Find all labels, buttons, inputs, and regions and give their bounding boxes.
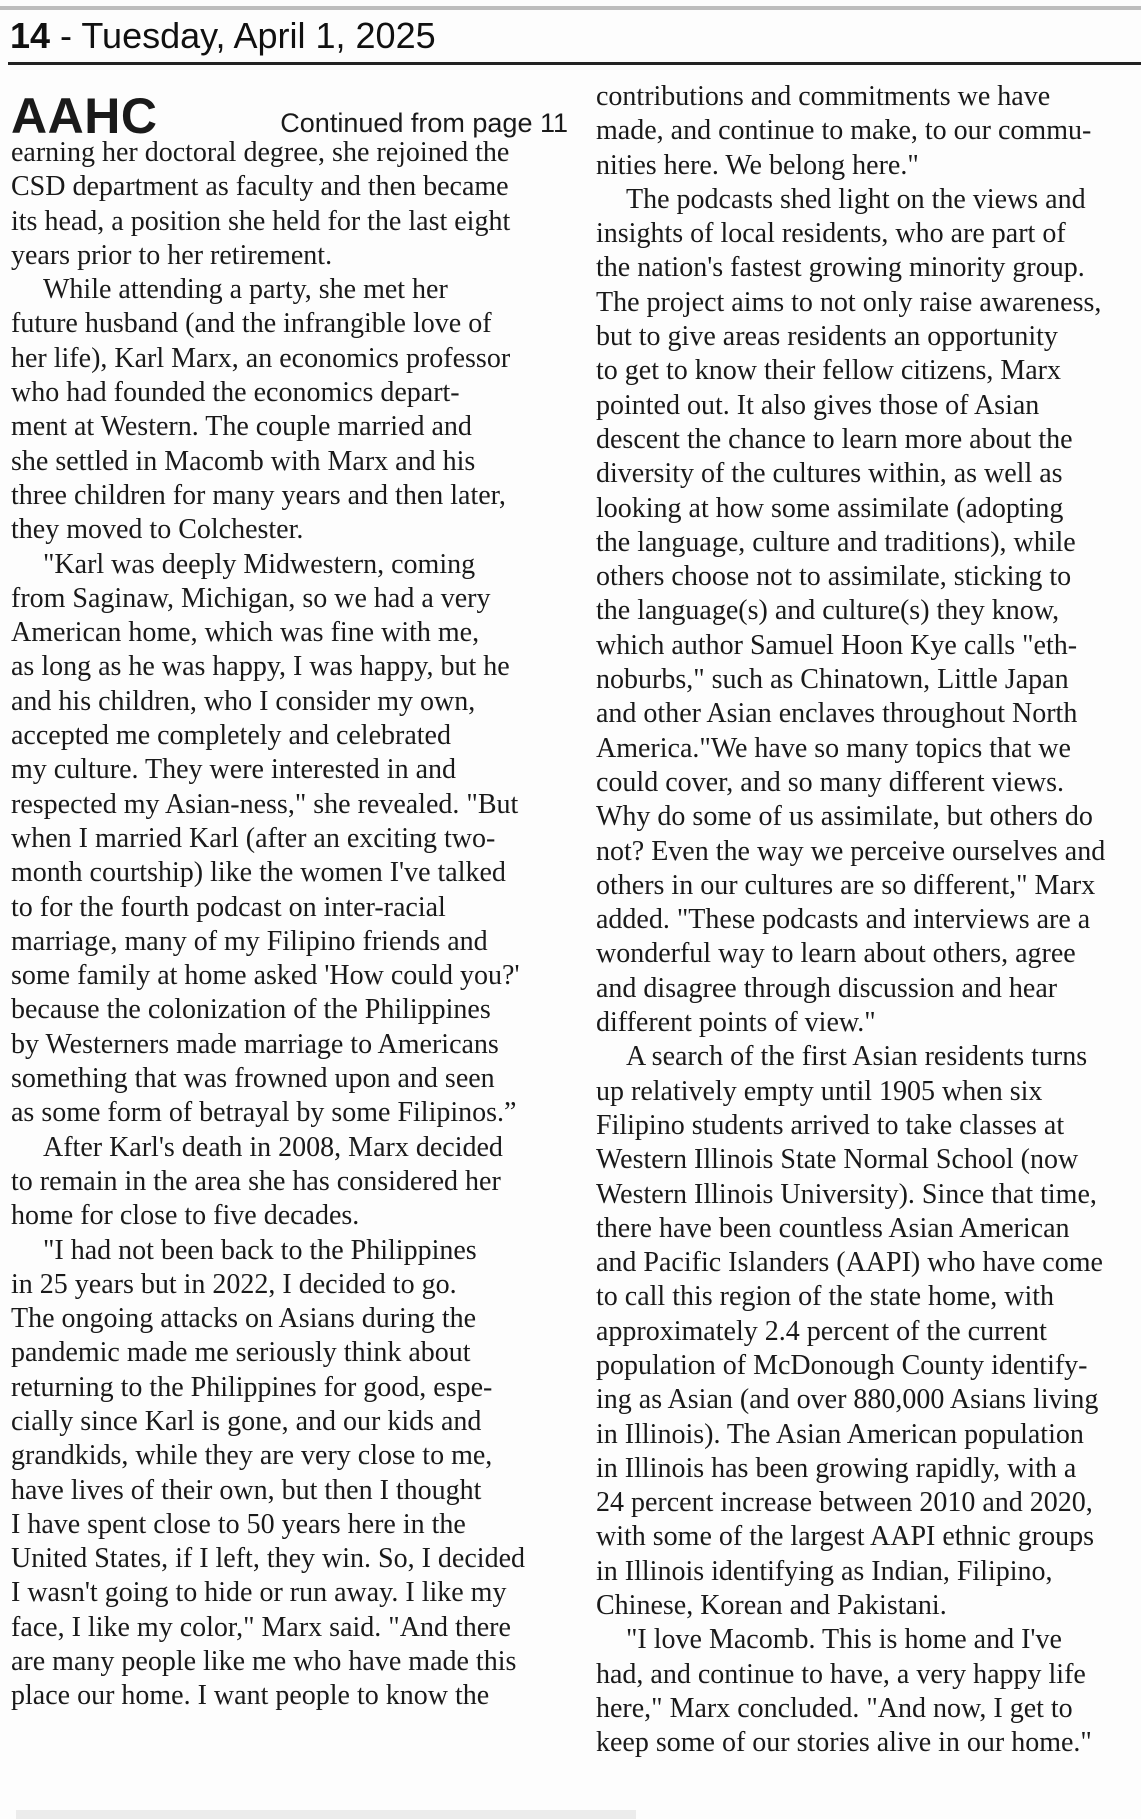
article-text-line: some family at home asked 'How could you?' (11, 960, 520, 992)
article-text-line: The project aims to not only raise awareness, (596, 286, 1102, 318)
article-text-line: because the colonization of the Philippines (11, 994, 491, 1026)
article-text-line: America."We have so many topics that we (596, 732, 1071, 764)
article-text-line: have lives of their own, but then I thought (11, 1474, 482, 1506)
article-text-line: the language(s) and culture(s) they know, (596, 595, 1060, 627)
article-text-line: Western Illinois University). Since that time, (596, 1178, 1097, 1210)
article-text-line: The podcasts shed light on the views and (626, 183, 1086, 215)
article-text-line: diversity of the cultures within, as well as (596, 458, 1063, 490)
article-text-line: I have spent close to 50 years here in the (11, 1508, 466, 1540)
article-text-line: three children for many years and then later, (11, 479, 506, 511)
article-text-line: not? Even the way we perceive ourselves and (596, 835, 1106, 867)
article-text-line: could cover, and so many different views. (596, 766, 1065, 798)
article-text-line: "I had not been back to the Philippines (43, 1234, 477, 1266)
article-text-line: the nation's fastest growing minority group. (596, 252, 1085, 284)
article-text-line: with some of the largest AAPI ethnic groups (596, 1521, 1094, 1553)
article-text-line: as long as he was happy, I was happy, but he (11, 651, 510, 683)
article-text-line: her life), Karl Marx, an economics professor (11, 342, 511, 374)
article-text-line: its head, a position she held for the last eight (11, 205, 511, 237)
article-text-line: month courtship) like the women I've talked (11, 857, 506, 889)
article-text-line: contributions and commitments we have (596, 81, 1051, 112)
article-text-line: and Pacific Islanders (AAPI) who have come (596, 1247, 1103, 1279)
left-column (11, 68, 572, 1714)
article-text-line: American home, which was fine with me, (11, 617, 480, 649)
top-rule (0, 6, 1141, 10)
article-text-line: place our home. I want people to know the (11, 1680, 490, 1712)
article-text-line: something that was frowned upon and seen (11, 1063, 495, 1095)
article-text-line: The ongoing attacks on Asians during the (11, 1303, 477, 1335)
left-column-body (11, 136, 572, 1714)
article-text-line: made, and continue to make, to our commu- (596, 115, 1092, 147)
article-text-line: earning her doctoral degree, she rejoined the (11, 137, 510, 168)
article-text-line: and his children, who I consider my own, (11, 685, 476, 717)
article-text-line: "Karl was deeply Midwestern, coming (43, 548, 476, 580)
article-text-line: nities here. We belong here." (596, 149, 919, 181)
article-text-line: pandemic made me seriously think about (11, 1337, 471, 1369)
article-text-line: United States, if I left, they win. So, I decided (11, 1543, 525, 1575)
article-text-line: in 25 years but in 2022, I decided to go. (11, 1268, 457, 1300)
article-text-line: returning to the Philippines for good, espe- (11, 1371, 493, 1403)
article-text-line: she settled in Macomb with Marx and his (11, 445, 476, 477)
article-text-line: to remain in the area she has considered her (11, 1165, 501, 1197)
article-text-line: they moved to Colchester. (11, 514, 304, 546)
article-text-line: ment at Western. The couple married and (11, 411, 472, 443)
article-text-line: marriage, many of my Filipino friends and (11, 925, 488, 957)
article-text-line: wonderful way to learn about others, agree (596, 938, 1076, 970)
article-kicker-row (11, 68, 572, 144)
article-text-line: in Illinois identifying as Indian, Filipino, (596, 1555, 1053, 1587)
article-text-line: noburbs," such as Chinatown, Little Japan (596, 664, 1069, 696)
article-text-line: different points of view." (596, 1007, 876, 1039)
article-text-line: my culture. They were interested in and (11, 754, 456, 786)
article-text-line: to get to know their fellow citizens, Marx (596, 355, 1061, 387)
article-text-line: which author Samuel Hoon Kye calls "eth- (596, 629, 1078, 661)
article-text-line: After Karl's death in 2008, Marx decided (43, 1131, 503, 1163)
article-text-line: years prior to her retirement. (11, 239, 333, 271)
article-text-line: Filipino students arrived to take classes at (596, 1109, 1065, 1141)
article-text-line: ing as Asian (and over 880,000 Asians living (596, 1384, 1099, 1416)
article-text-line: keep some of our stories alive in our home." (596, 1727, 1092, 1759)
article-text-line: up relatively empty until 1905 when six (596, 1075, 1043, 1107)
article-text-line: here," Marx concluded. "And now, I get to (596, 1692, 1073, 1724)
article-text-line: While attending a party, she met her (43, 274, 448, 306)
article-text-line: are many people like me who have made this (11, 1646, 517, 1678)
article-text-line: and other Asian enclaves throughout North (596, 698, 1078, 730)
right-column (596, 80, 1141, 1761)
article-text-line: "I love Macomb. This is home and I've (626, 1624, 1062, 1656)
article-text-line: added. "These podcasts and interviews are a (596, 904, 1091, 936)
article-text-line: 24 percent increase between 2010 and 2020, (596, 1487, 1093, 1519)
article-text-line: population of McDonough County identify- (596, 1349, 1088, 1381)
article-text-line: home for close to five decades. (11, 1200, 360, 1232)
article-text-line: who had founded the economics depart- (11, 377, 460, 409)
article-text-line: pointed out. It also gives those of Asian (596, 389, 1040, 421)
article-text-line: in Illinois). The Asian American population (596, 1418, 1084, 1450)
article-text-line: and disagree through discussion and hear (596, 972, 1058, 1004)
article-text-line: looking at how some assimilate (adopting (596, 492, 1064, 524)
article-text-line: cially since Karl is gone, and our kids and (11, 1405, 482, 1437)
article-text-line: future husband (and the infrangible love of (11, 308, 492, 340)
page-number: 14 (10, 15, 51, 56)
article-text-line: to for the fourth podcast on inter-racial (11, 891, 446, 923)
article-text-line: there have been countless Asian American (596, 1212, 1070, 1244)
issue-date: - Tuesday, April 1, 2025 (50, 15, 436, 56)
article-text-line: when I married Karl (after an exciting two- (11, 822, 496, 854)
article-text-line: face, I like my color," Marx said. "And there (11, 1611, 511, 1643)
article-text-line: descent the chance to learn more about the (596, 423, 1073, 455)
article-text-line: by Westerners made marriage to Americans (11, 1028, 499, 1060)
article-text-line: respected my Asian-ness," she revealed. "But (11, 788, 519, 820)
article-text-line: as some form of betrayal by some Filipinos.” (11, 1097, 517, 1129)
article-text-line: had, and continue to have, a very happy life (596, 1658, 1086, 1690)
article-text-line: but to give areas residents an opportunity (596, 321, 1058, 353)
article-text-line: Western Illinois State Normal School (now (596, 1144, 1079, 1176)
article-text-line: from Saginaw, Michigan, so we had a very (11, 582, 491, 614)
right-column-body (596, 80, 1141, 1761)
article-text-line: CSD department as faculty and then became (11, 171, 509, 203)
article-text-line: A search of the first Asian residents turns (626, 1041, 1088, 1073)
header-rule (8, 62, 1141, 65)
bottom-divider (16, 1810, 636, 1819)
article-text-line: I wasn't going to hide or run away. I like my (11, 1577, 507, 1609)
article-text-line: the language, culture and traditions), while (596, 526, 1076, 558)
article-text-line: approximately 2.4 percent of the current (596, 1315, 1047, 1347)
article-text-line: Chinese, Korean and Pakistani. (596, 1590, 947, 1622)
article-text-line: grandkids, while they are very close to me, (11, 1440, 493, 1472)
article-text-line: Why do some of us assimilate, but others do (596, 801, 1093, 833)
article-text-line: in Illinois has been growing rapidly, with a (596, 1452, 1077, 1484)
article-text-line: to call this region of the state home, with (596, 1281, 1055, 1313)
article-text-line: accepted me completely and celebrated (11, 720, 451, 752)
article-text-line: others choose not to assimilate, sticking to (596, 561, 1072, 593)
page-header (10, 14, 436, 58)
article-kicker: AAHC (11, 88, 158, 144)
continued-from-label: Continued from page 11 (280, 108, 568, 138)
article-text-line: insights of local residents, who are part of (596, 218, 1066, 250)
article-text-line: others in our cultures are so different," Marx (596, 869, 1096, 901)
